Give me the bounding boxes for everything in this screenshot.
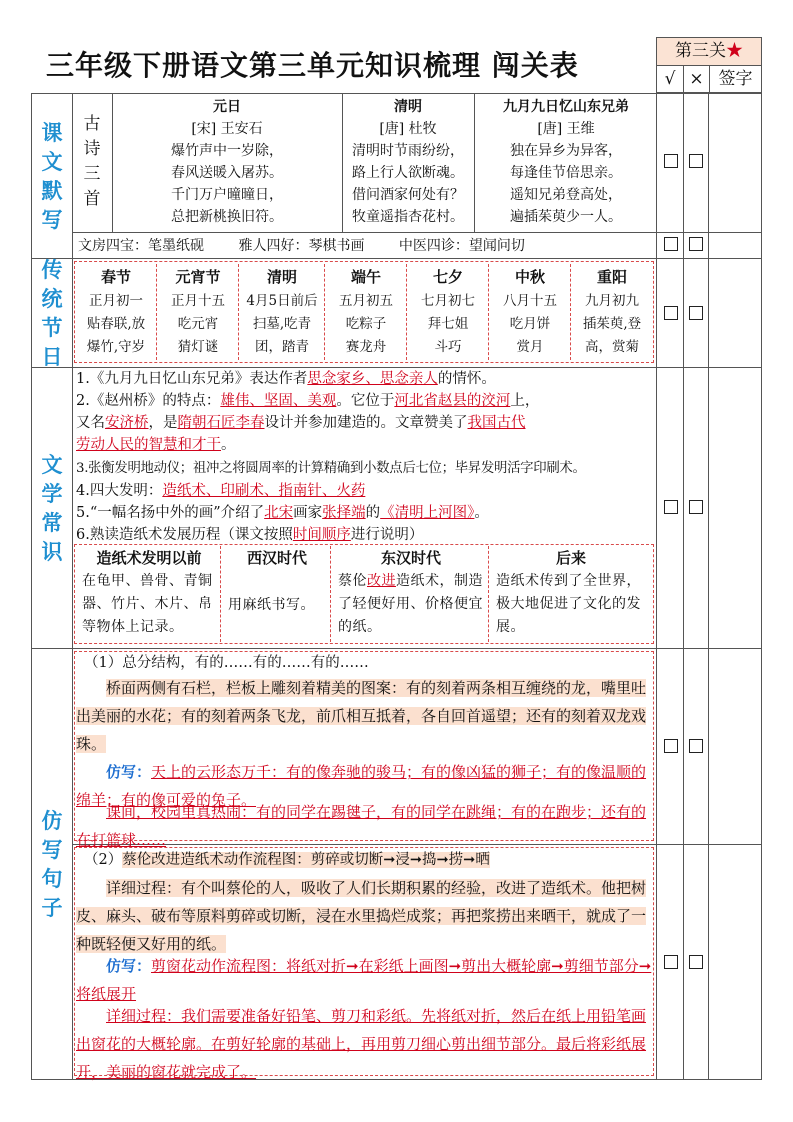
history-item: 东汉时代 蔡伦改进造纸术，制造了轻便好用、价格便宜的纸。 bbox=[338, 549, 483, 635]
star-icon: ★ bbox=[726, 41, 743, 61]
lit-line-7: 5.“一幅名扬中外的画”介绍了北宋画家张择端的《清明上河图》。 bbox=[76, 505, 489, 521]
festival-item: 春节 正月初一 贴春联,放 爆竹,守岁 bbox=[86, 268, 146, 355]
checkbox-literature-fail[interactable] bbox=[689, 500, 703, 514]
page-title: 三年级下册语文第三单元知识梳理 闯关表 bbox=[46, 49, 579, 82]
history-item: 西汉时代 用麻纸书写。 bbox=[228, 549, 315, 613]
festival-item: 元宵节 正月十五 吃元宵 猜灯谜 bbox=[171, 268, 225, 355]
checkbox-literature-pass[interactable] bbox=[664, 500, 678, 514]
lit-line-6: 4.四大发明：造纸术、印刷术、指南针、火药 bbox=[76, 483, 366, 499]
checkbox-recite-pass[interactable] bbox=[664, 154, 678, 168]
poem-yuanri: 元日 [宋] 王安石 爆竹声中一岁除， 春风送暖入屠苏。 千门万户曈曈日， 总把新桃换旧符。 bbox=[171, 99, 283, 225]
poem-qingming: 清明 [唐] 杜牧 清明时节雨纷纷， 路上行人欲断魂。 借问酒家何处有？ 牧童遥指杏花村。 bbox=[352, 99, 464, 225]
lit-line-2: 2.《赵州桥》的特点：雄伟、坚固、美观。它位于河北省赵县的洨河上， bbox=[76, 393, 540, 409]
festival-item: 清明 4月5日前后 扫墓,吃青 团，踏青 bbox=[246, 268, 318, 355]
sign-header: 签字 bbox=[718, 69, 753, 89]
writing2-imitation: 仿写：剪窗花动作流程图：将纸对折➞在彩纸上画图➞剪出大概轮廓➞剪细节部分➞将纸展开 bbox=[76, 957, 652, 1003]
check-header: √ bbox=[657, 65, 684, 93]
poem-jiuyue: 九月九日忆山东兄弟 [唐] 王维 独在异乡为异客， 每逢佳节倍思亲。 遥知兄弟登高处， 遍插茱萸少一人。 bbox=[503, 99, 629, 225]
stage-box bbox=[656, 37, 762, 93]
writing2-detail: 详细过程：我们需要准备好铅笔、剪刀和彩纸。先将纸对折，然后在纸上用铅笔画出窗花的大概轮廓。在剪好轮廓的基础上，再用剪刀细心剪出细节部分。最后将彩纸展开，美丽的窗花就完成了。 bbox=[76, 1007, 647, 1081]
section-label-recite: 课 文 默 写 bbox=[41, 120, 63, 232]
history-item: 造纸术发明以前 在龟甲、兽骨、青铜器、竹片、木片、帛等物体上记录。 bbox=[82, 549, 213, 635]
checkbox-sets-fail[interactable] bbox=[689, 237, 703, 251]
checkbox-writing2-fail[interactable] bbox=[689, 955, 703, 969]
checkbox-writing1-pass[interactable] bbox=[664, 739, 678, 753]
checkbox-writing2-pass[interactable] bbox=[664, 955, 678, 969]
cross-header: × bbox=[684, 65, 710, 93]
section-label-literature: 文 学 常 识 bbox=[41, 451, 63, 564]
writing1-imitation-2: 课间，校园里真热闹：有的同学在踢毽子，有的同学在跳绳；有的在跑步；还有的在打篮球…… bbox=[76, 803, 647, 849]
writing2-example: 详细过程：有个叫蔡伦的人，吸收了人们长期积累的经验，改进了造纸术。他把树皮、麻头、破布等原料剪碎或切断，浸在水里捣烂成浆；再把浆捞出来晒干，就成了一种既轻便又好用的纸。 bbox=[76, 879, 647, 953]
festival-item: 重阳 九月初九 插茱萸,登 高，赏菊 bbox=[582, 268, 642, 355]
festival-item: 中秋 八月十五 吃月饼 赏月 bbox=[503, 268, 557, 355]
writing1-heading: （1）总分结构，有的……有的……有的…… bbox=[84, 655, 369, 671]
lit-line-1: 1.《九月九日忆山东兄弟》表达作者思念家乡、思念亲人的情怀。 bbox=[76, 371, 496, 387]
history-item: 后来 造纸术传到了全世界，极大地促进了文化的发展。 bbox=[496, 549, 641, 635]
lit-line-5: 3.张衡发明地动仪；祖冲之将圆周率的计算精确到小数点后七位；毕昇发明活字印刷术。 bbox=[76, 461, 586, 476]
checkbox-festivals-pass[interactable] bbox=[664, 306, 678, 320]
ancient-poems-label: 古 诗 三 首 bbox=[83, 114, 101, 209]
lit-line-4: 劳动人民的智慧和才干。 bbox=[76, 437, 236, 453]
checkbox-sets-pass[interactable] bbox=[664, 237, 678, 251]
section-label-writing: 仿 写 句 子 bbox=[41, 807, 63, 920]
festival-item: 端午 五月初五 吃粽子 赛龙舟 bbox=[339, 268, 393, 355]
checkbox-recite-fail[interactable] bbox=[689, 154, 703, 168]
stage-label: 第三关★ bbox=[657, 38, 761, 66]
writing2-heading: （2）蔡伦改进造纸术动作流程图：剪碎或切断➞浸➞捣➞捞➞晒 bbox=[84, 852, 490, 868]
lit-line-3: 又名安济桥，是隋朝石匠李春设计并参加建造的。文章赞美了我国古代 bbox=[76, 415, 526, 431]
checkbox-writing1-fail[interactable] bbox=[689, 739, 703, 753]
section-label-festivals: 传 统 节 日 bbox=[41, 256, 63, 369]
checkbox-festivals-fail[interactable] bbox=[689, 306, 703, 320]
writing1-imitation: 仿写：天上的云形态万千：有的像奔驰的骏马；有的像凶猛的狮子；有的像温顺的绵羊；有的像可爱的兔子。 bbox=[76, 763, 647, 809]
writing1-example: 桥面两侧有石栏，栏板上雕刻着精美的图案：有的刻着两条相互缠绕的龙，嘴里吐出美丽的水花；有的刻着两条飞龙，前爪相互抵着，各自回首遥望；还有的刻着双龙戏珠。 bbox=[76, 679, 647, 753]
festival-item: 七夕 七月初七 拜七姐 斗巧 bbox=[421, 268, 475, 355]
four-sets-row: 文房四宝：笔墨纸砚 雅人四好：琴棋书画 中医四诊：望闻问切 bbox=[78, 238, 525, 254]
lit-line-8: 6.熟读造纸术发展历程（课文按照时间顺序进行说明） bbox=[76, 527, 424, 543]
